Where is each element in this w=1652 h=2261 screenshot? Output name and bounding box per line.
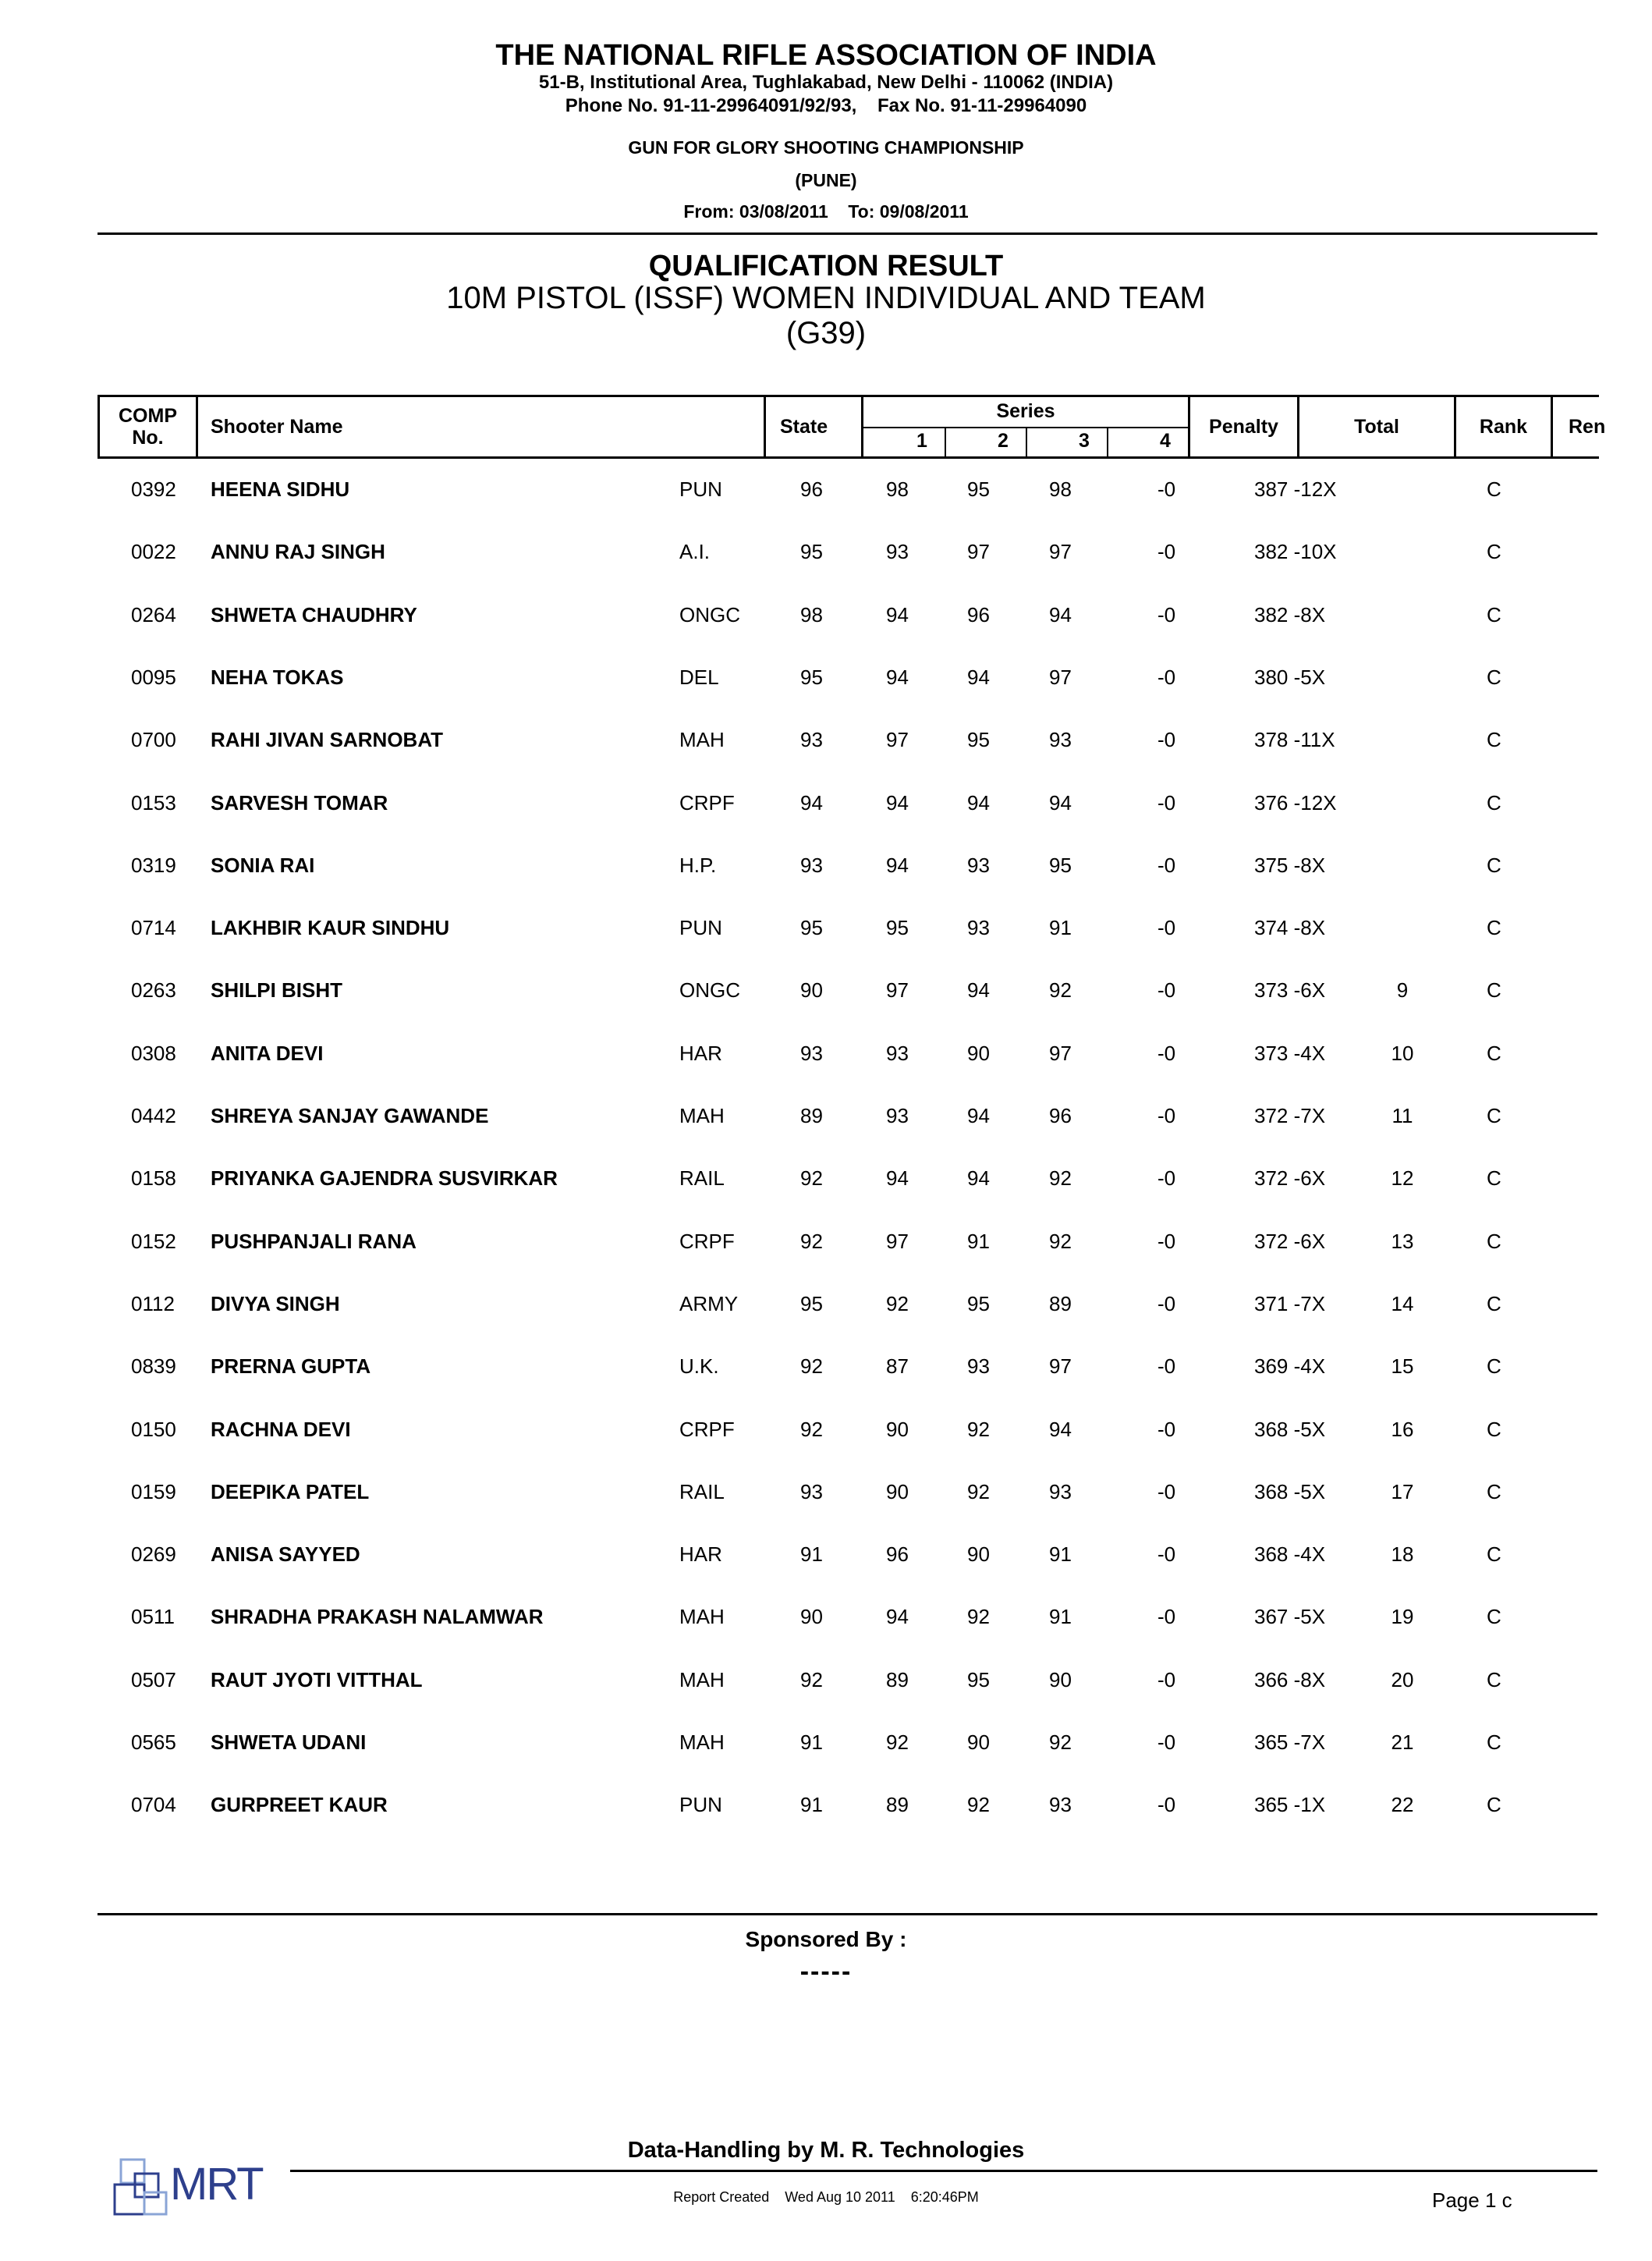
- remarks: C: [1487, 1793, 1501, 1817]
- penalty: -0: [1157, 1730, 1176, 1754]
- remarks: C: [1487, 1479, 1501, 1503]
- comp-no: 0839: [131, 1354, 176, 1379]
- total: 375 -8X: [1254, 853, 1326, 877]
- state: MAH: [679, 728, 725, 752]
- data-handling-credit: Data-Handling by M. R. Technologies: [627, 2138, 1025, 2163]
- total: 366 -8X: [1254, 1667, 1326, 1691]
- series-1: 91: [800, 1793, 823, 1817]
- comp-no: 0442: [131, 1104, 176, 1127]
- table-row: [0, 791, 1597, 822]
- rank: 17: [1391, 1479, 1414, 1503]
- remarks: C: [1487, 1291, 1501, 1315]
- series-1: 93: [800, 853, 823, 877]
- comp-no: 0507: [131, 1667, 176, 1691]
- state: CRPF: [679, 1229, 735, 1253]
- shooter-name: SHRADHA PRAKASH NALAMWAR: [211, 1605, 544, 1629]
- state: PUN: [679, 916, 722, 940]
- rank: 9: [1396, 978, 1409, 1003]
- series-divider: [1026, 427, 1027, 456]
- penalty: -0: [1157, 540, 1176, 564]
- state: RAIL: [679, 1479, 725, 1503]
- rank: 13: [1391, 1229, 1414, 1253]
- total: 372 -7X: [1254, 1104, 1326, 1127]
- series-2: 90: [886, 1479, 909, 1503]
- remarks: C: [1487, 1354, 1501, 1379]
- series-1: 92: [800, 1166, 823, 1191]
- series-1: 94: [800, 790, 823, 815]
- total: 380 -5X: [1254, 665, 1326, 689]
- comp-no: 0263: [131, 978, 176, 1003]
- total: 372 -6X: [1254, 1166, 1326, 1191]
- remarks: C: [1487, 602, 1501, 626]
- penalty: -0: [1157, 1542, 1176, 1567]
- series-3: 93: [967, 853, 990, 877]
- comp-no: 0112: [131, 1291, 175, 1315]
- series-1: 90: [800, 978, 823, 1003]
- event-name: GUN FOR GLORY SHOOTING CHAMPIONSHIP: [628, 137, 1024, 158]
- remarks: C: [1487, 1229, 1501, 1253]
- comp-no: 0095: [131, 665, 176, 689]
- series-3: 92: [967, 1793, 990, 1817]
- col-remarks-label: Ren: [1569, 415, 1606, 438]
- state: PUN: [679, 1793, 722, 1817]
- series-4: 91: [1049, 916, 1072, 940]
- result-code: (G39): [785, 316, 867, 350]
- series-3: 95: [967, 1667, 990, 1691]
- comp-no: 0704: [131, 1793, 176, 1817]
- series-1: 95: [800, 540, 823, 564]
- org-address: 51-B, Institutional Area, Tughlakabad, New Delhi - 110062 (INDIA): [538, 72, 1114, 93]
- shooter-name: ANNU RAJ SINGH: [211, 540, 385, 564]
- result-title: QUALIFICATION RESULT: [648, 250, 1004, 282]
- rank: 21: [1391, 1730, 1414, 1754]
- total: 365 -7X: [1254, 1730, 1326, 1754]
- page-number: Page 1 c: [1432, 2188, 1512, 2212]
- state: RAIL: [679, 1166, 725, 1191]
- total: 382 -10X: [1254, 540, 1337, 564]
- penalty: -0: [1157, 1166, 1176, 1191]
- col-total-label: Total: [1354, 415, 1399, 438]
- rank: 19: [1391, 1605, 1414, 1629]
- remarks: C: [1487, 1166, 1501, 1191]
- series-4: 92: [1049, 978, 1072, 1003]
- series-num-3: 3: [1079, 430, 1090, 452]
- remarks: C: [1487, 1542, 1501, 1567]
- total: 378 -11X: [1254, 728, 1335, 752]
- series-3: 91: [967, 1229, 990, 1253]
- series-3: 96: [967, 602, 990, 626]
- series-divider: [945, 427, 946, 456]
- series-2: 97: [886, 978, 909, 1003]
- penalty: -0: [1157, 1041, 1176, 1065]
- table-row: [0, 1793, 1597, 1824]
- series-1: 89: [800, 1104, 823, 1127]
- shooter-name: LAKHBIR KAUR SINDHU: [211, 916, 450, 940]
- shooter-name: ANITA DEVI: [211, 1041, 324, 1065]
- series-2: 89: [886, 1667, 909, 1691]
- series-1: 96: [800, 477, 823, 501]
- comp-no: 0264: [131, 602, 176, 626]
- shooter-name: SONIA RAI: [211, 853, 315, 877]
- remarks: C: [1487, 1730, 1501, 1754]
- series-3: 92: [967, 1417, 990, 1441]
- penalty: -0: [1157, 790, 1176, 815]
- col-penalty-header: [1190, 397, 1299, 456]
- series-3: 94: [967, 665, 990, 689]
- table-row: [0, 1668, 1597, 1699]
- series-4: 98: [1049, 477, 1072, 501]
- series-num-1: 1: [916, 430, 927, 452]
- series-1: 95: [800, 665, 823, 689]
- series-2: 93: [886, 1104, 909, 1127]
- series-3: 93: [967, 1354, 990, 1379]
- col-total-header: [1299, 397, 1456, 456]
- series-3: 90: [967, 1542, 990, 1567]
- col-comp-header: [100, 397, 198, 456]
- series-num-2: 2: [998, 430, 1009, 452]
- series-2: 89: [886, 1793, 909, 1817]
- comp-no: 0700: [131, 728, 176, 752]
- remarks: C: [1487, 665, 1501, 689]
- series-4: 95: [1049, 853, 1072, 877]
- series-divider: [1107, 427, 1108, 456]
- penalty: -0: [1157, 1479, 1176, 1503]
- series-3: 94: [967, 978, 990, 1003]
- state: MAH: [679, 1730, 725, 1754]
- rank: 10: [1391, 1041, 1414, 1065]
- series-4: 97: [1049, 665, 1072, 689]
- report-created: Report Created Wed Aug 10 2011 6:20:46PM: [673, 2189, 979, 2205]
- total: 372 -6X: [1254, 1229, 1326, 1253]
- series-1: 95: [800, 916, 823, 940]
- shooter-name: GURPREET KAUR: [211, 1793, 388, 1817]
- comp-no: 0511: [131, 1605, 175, 1629]
- col-name-header: [198, 397, 766, 456]
- series-4: 94: [1049, 1417, 1072, 1441]
- comp-no: 0269: [131, 1542, 176, 1567]
- penalty: -0: [1157, 853, 1176, 877]
- series-2: 97: [886, 728, 909, 752]
- comp-no: 0150: [131, 1417, 176, 1441]
- series-num-4: 4: [1160, 430, 1171, 452]
- col-series-label: Series: [996, 400, 1055, 422]
- remarks: C: [1487, 1104, 1501, 1127]
- comp-no: 0022: [131, 540, 176, 564]
- table-row: [0, 1354, 1597, 1386]
- rank: 15: [1391, 1354, 1414, 1379]
- table-row: [0, 1166, 1597, 1198]
- series-4: 92: [1049, 1229, 1072, 1253]
- shooter-name: SHILPI BISHT: [211, 978, 343, 1003]
- total: 367 -5X: [1254, 1605, 1326, 1629]
- series-1: 93: [800, 1041, 823, 1065]
- table-row: [0, 1730, 1597, 1762]
- series-2: 93: [886, 1041, 909, 1065]
- table-row: [0, 666, 1597, 697]
- series-3: 92: [967, 1605, 990, 1629]
- total: 373 -6X: [1254, 978, 1326, 1003]
- table-row: [0, 978, 1597, 1010]
- remarks: C: [1487, 1041, 1501, 1065]
- series-4: 92: [1049, 1166, 1072, 1191]
- series-4: 89: [1049, 1291, 1072, 1315]
- state: HAR: [679, 1041, 722, 1065]
- total: 376 -12X: [1254, 790, 1337, 815]
- event-venue: (PUNE): [795, 170, 857, 190]
- table-row: [0, 477, 1597, 509]
- shooter-name: SHWETA CHAUDHRY: [211, 602, 417, 626]
- table-row: [0, 916, 1597, 947]
- total: 371 -7X: [1254, 1291, 1326, 1315]
- col-comp-line2: No.: [132, 427, 164, 449]
- state: PUN: [679, 477, 722, 501]
- series-4: 97: [1049, 1354, 1072, 1379]
- org-name: THE NATIONAL RIFLE ASSOCIATION OF INDIA: [495, 39, 1157, 72]
- logo-text: MRT: [170, 2159, 263, 2210]
- col-rank-label: Rank: [1479, 415, 1528, 438]
- series-2: 92: [886, 1291, 909, 1315]
- total: 387 -12X: [1254, 477, 1337, 501]
- penalty: -0: [1157, 1291, 1176, 1315]
- table-row: [0, 1042, 1597, 1073]
- total: 368 -5X: [1254, 1417, 1326, 1441]
- series-2: 94: [886, 1166, 909, 1191]
- series-2: 90: [886, 1417, 909, 1441]
- series-3: 92: [967, 1479, 990, 1503]
- col-remarks-header: [1553, 397, 1606, 456]
- state: ONGC: [679, 978, 740, 1003]
- remarks: C: [1487, 728, 1501, 752]
- total: 368 -5X: [1254, 1479, 1326, 1503]
- series-3: 95: [967, 477, 990, 501]
- table-row: [0, 854, 1597, 885]
- table-row: [0, 1480, 1597, 1511]
- shooter-name: DIVYA SINGH: [211, 1291, 340, 1315]
- shooter-name: HEENA SIDHU: [211, 477, 350, 501]
- col-state-header: [766, 397, 863, 456]
- series-4: 97: [1049, 1041, 1072, 1065]
- series-1: 93: [800, 1479, 823, 1503]
- series-3: 94: [967, 1104, 990, 1127]
- series-2: 94: [886, 1605, 909, 1629]
- shooter-name: RAUT JYOTI VITTHAL: [211, 1667, 423, 1691]
- penalty: -0: [1157, 1605, 1176, 1629]
- shooter-name: PRERNA GUPTA: [211, 1354, 371, 1379]
- series-2: 94: [886, 602, 909, 626]
- series-2: 94: [886, 665, 909, 689]
- series-3: 93: [967, 916, 990, 940]
- col-state-label: State: [780, 415, 828, 438]
- series-2: 94: [886, 790, 909, 815]
- total: 374 -8X: [1254, 916, 1326, 940]
- shooter-name: ANISA SAYYED: [211, 1542, 360, 1567]
- rank: 20: [1391, 1667, 1414, 1691]
- series-3: 97: [967, 540, 990, 564]
- series-4: 97: [1049, 540, 1072, 564]
- table-row: [0, 603, 1597, 634]
- rank: 22: [1391, 1793, 1414, 1817]
- shooter-name: PRIYANKA GAJENDRA SUSVIRKAR: [211, 1166, 558, 1191]
- series-4: 94: [1049, 790, 1072, 815]
- series-4: 92: [1049, 1730, 1072, 1754]
- state: MAH: [679, 1104, 725, 1127]
- series-4: 93: [1049, 1793, 1072, 1817]
- state: CRPF: [679, 1417, 735, 1441]
- shooter-name: PUSHPANJALI RANA: [211, 1229, 417, 1253]
- series-2: 87: [886, 1354, 909, 1379]
- shooter-name: DEEPIKA PATEL: [211, 1479, 370, 1503]
- state: H.P.: [679, 853, 717, 877]
- series-1: 92: [800, 1354, 823, 1379]
- series-3: 94: [967, 790, 990, 815]
- state: MAH: [679, 1605, 725, 1629]
- series-3: 95: [967, 1291, 990, 1315]
- shooter-name: RACHNA DEVI: [211, 1417, 351, 1441]
- shooter-name: SHWETA UDANI: [211, 1730, 367, 1754]
- series-1: 92: [800, 1229, 823, 1253]
- state: DEL: [679, 665, 719, 689]
- shooter-name: NEHA TOKAS: [211, 665, 344, 689]
- comp-no: 0159: [131, 1479, 176, 1503]
- series-3: 90: [967, 1730, 990, 1754]
- series-1: 95: [800, 1291, 823, 1315]
- series-4: 91: [1049, 1542, 1072, 1567]
- remarks: C: [1487, 978, 1501, 1003]
- penalty: -0: [1157, 1667, 1176, 1691]
- comp-no: 0392: [131, 477, 176, 501]
- state: U.K.: [679, 1354, 719, 1379]
- state: MAH: [679, 1667, 725, 1691]
- rank: 16: [1391, 1417, 1414, 1441]
- table-header: [97, 395, 1606, 459]
- penalty: -0: [1157, 1354, 1176, 1379]
- series-4: 96: [1049, 1104, 1072, 1127]
- table-row: [0, 1104, 1597, 1135]
- penalty: -0: [1157, 1104, 1176, 1127]
- series-1: 98: [800, 602, 823, 626]
- series-2: 98: [886, 477, 909, 501]
- comp-no: 0565: [131, 1730, 176, 1754]
- org-phone: Phone No. 91-11-29964091/92/93, Fax No. 91-11-29964090: [565, 95, 1087, 116]
- state: ONGC: [679, 602, 740, 626]
- header-divider: [97, 232, 1597, 235]
- remarks: C: [1487, 1605, 1501, 1629]
- shooter-name: SARVESH TOMAR: [211, 790, 388, 815]
- comp-no: 0319: [131, 853, 176, 877]
- state: ARMY: [679, 1291, 739, 1315]
- penalty: -0: [1157, 602, 1176, 626]
- series-4: 93: [1049, 728, 1072, 752]
- sponsor-value: -----: [799, 1957, 853, 1986]
- penalty: -0: [1157, 1793, 1176, 1817]
- bottom-rule: [290, 2170, 1597, 2172]
- rank: 11: [1391, 1104, 1413, 1127]
- total: 368 -4X: [1254, 1542, 1326, 1567]
- series-1: 93: [800, 728, 823, 752]
- series-2: 96: [886, 1542, 909, 1567]
- comp-no: 0158: [131, 1166, 176, 1191]
- comp-no: 0152: [131, 1229, 176, 1253]
- col-series-header: [863, 397, 1190, 456]
- shooter-name: RAHI JIVAN SARNOBAT: [211, 728, 444, 752]
- series-3: 90: [967, 1041, 990, 1065]
- penalty: -0: [1157, 1417, 1176, 1441]
- col-penalty-label: Penalty: [1209, 415, 1278, 438]
- series-1: 91: [800, 1542, 823, 1567]
- table-row: [0, 728, 1597, 759]
- table-row: [0, 1418, 1597, 1449]
- total: 373 -4X: [1254, 1041, 1326, 1065]
- series-4: 90: [1049, 1667, 1072, 1691]
- remarks: C: [1487, 916, 1501, 940]
- table-row: [0, 1230, 1597, 1261]
- comp-no: 0308: [131, 1041, 176, 1065]
- series-3: 95: [967, 728, 990, 752]
- result-event: 10M PISTOL (ISSF) WOMEN INDIVIDUAL AND TEAM: [446, 281, 1206, 315]
- remarks: C: [1487, 477, 1501, 501]
- col-name-label: Shooter Name: [211, 415, 343, 438]
- penalty: -0: [1157, 665, 1176, 689]
- series-1: 92: [800, 1667, 823, 1691]
- series-3: 94: [967, 1166, 990, 1191]
- penalty: -0: [1157, 1229, 1176, 1253]
- remarks: C: [1487, 790, 1501, 815]
- total: 369 -4X: [1254, 1354, 1326, 1379]
- table-row: [0, 1292, 1597, 1323]
- total: 365 -1X: [1254, 1793, 1326, 1817]
- sponsor-label: Sponsored By :: [745, 1927, 907, 1951]
- penalty: -0: [1157, 978, 1176, 1003]
- col-rank-header: [1456, 397, 1553, 456]
- series-2: 93: [886, 540, 909, 564]
- series-4: 94: [1049, 602, 1072, 626]
- remarks: C: [1487, 1417, 1501, 1441]
- state: HAR: [679, 1542, 722, 1567]
- series-1: 91: [800, 1730, 823, 1754]
- series-2: 94: [886, 853, 909, 877]
- remarks: C: [1487, 853, 1501, 877]
- table-row: [0, 1605, 1597, 1636]
- series-4: 91: [1049, 1605, 1072, 1629]
- shooter-name: SHREYA SANJAY GAWANDE: [211, 1104, 489, 1127]
- footer-divider: [97, 1913, 1597, 1915]
- rank: 14: [1391, 1291, 1414, 1315]
- penalty: -0: [1157, 728, 1176, 752]
- rank: 12: [1391, 1166, 1414, 1191]
- series-2: 97: [886, 1229, 909, 1253]
- series-4: 93: [1049, 1479, 1072, 1503]
- series-2: 92: [886, 1730, 909, 1754]
- remarks: C: [1487, 540, 1501, 564]
- comp-no: 0714: [131, 916, 176, 940]
- total: 382 -8X: [1254, 602, 1326, 626]
- penalty: -0: [1157, 477, 1176, 501]
- event-dates: From: 03/08/2011 To: 09/08/2011: [683, 201, 969, 222]
- remarks: C: [1487, 1667, 1501, 1691]
- series-1: 92: [800, 1417, 823, 1441]
- series-1: 90: [800, 1605, 823, 1629]
- state: CRPF: [679, 790, 735, 815]
- state: A.I.: [679, 540, 711, 564]
- rank: 18: [1391, 1542, 1414, 1567]
- table-row: [0, 1542, 1597, 1574]
- penalty: -0: [1157, 916, 1176, 940]
- table-row: [0, 540, 1597, 571]
- series-2: 95: [886, 916, 909, 940]
- comp-no: 0153: [131, 790, 176, 815]
- col-comp-line1: COMP: [119, 405, 177, 427]
